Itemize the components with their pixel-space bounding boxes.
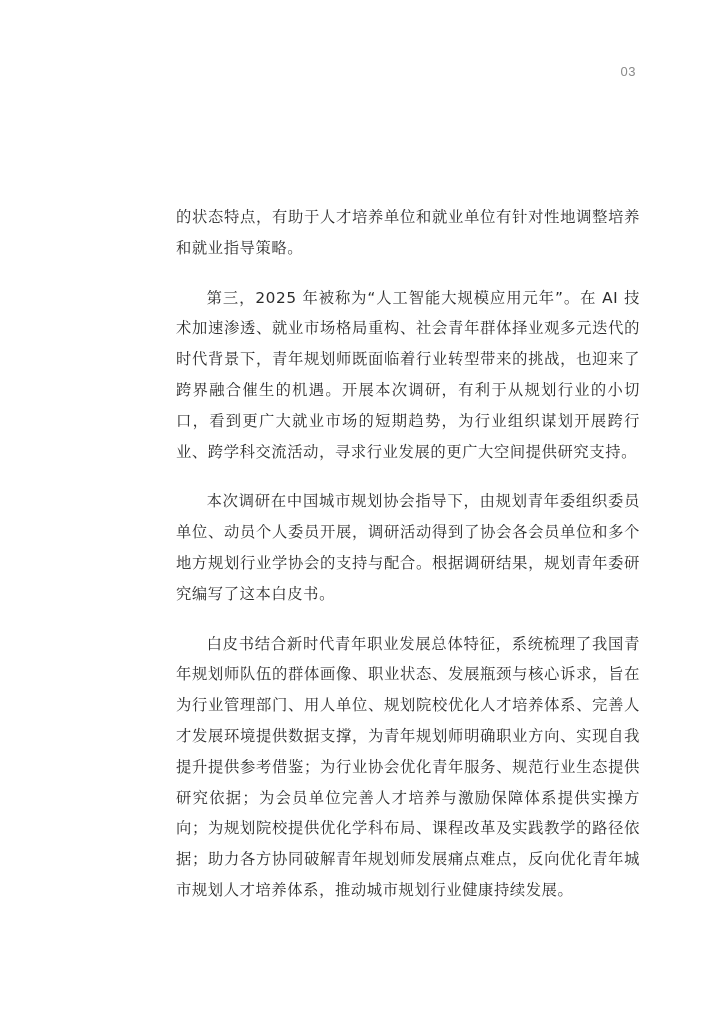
body-text bbox=[176, 202, 640, 925]
paragraph-white-paper-purpose: 白皮书结合新时代青年职业发展总体特征，系统梳理了我国青年规划师队伍的群体画像、职业状态、发展瓶颈与核心诉求，旨在为行业管理部门、用人单位、规划院校优化人才培养体系、完善人才发展环境提供数据支撑，为青年规划师明确职业方向、实现自我提升提供参考借鉴；为行业协会优化青年服务、规范行业生态提供研究依据；为会员单位完善人才培养与激励保障体系提供实操方向；为规划院校提供优化学科布局、课程改革及实践教学的路径依据；助力各方协同破解青年规划师发展痛点难点，反向优化青年城市规划人才培养体系，推动城市规划行业健康持续发展。 bbox=[176, 634, 640, 899]
paragraph-survey-overview: 本次调研在中国城市规划协会指导下，由规划青年委组织委员单位、动员个人委员开展，调研活动得到了协会各会员单位和多个地方规划行业学协会的支持与配合。根据调研结果，规划青年委研究编写了这本白皮书。 bbox=[176, 492, 640, 603]
paragraph-continuation: 的状态特点，有助于人才培养单位和就业单位有针对性地调整培养和就业指导策略。 bbox=[176, 208, 640, 257]
page-number: 03 bbox=[620, 64, 636, 79]
paragraph-third-point: 第三，2025 年被称为“人工智能大规模应用元年”。在 AI 技术加速渗透、就业市场格局重构、社会青年群体择业观多元迭代的时代背景下，青年规划师既面临着行业转型带来的挑战，也迎来了跨界融合催生的机遇。开展本次调研，有利于从规划行业的小切口，看到更广大就业市场的短期趋势，为行业组织谋划开展跨行业、跨学科交流活动，寻求行业发展的更广大空间提供研究支持。 bbox=[176, 288, 640, 461]
